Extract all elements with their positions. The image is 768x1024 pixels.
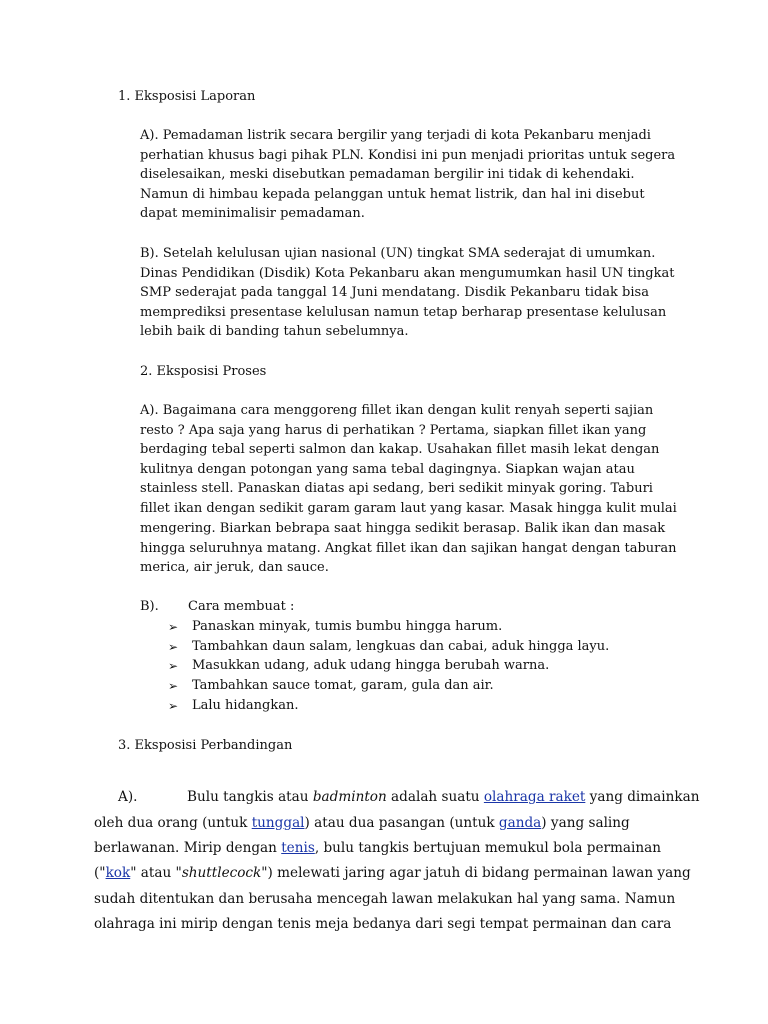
s2-a-line-6: fillet ikan dengan sedikit garam garam laut yang kasar. Masak hingga kulit mulai bbox=[140, 501, 677, 516]
arrow-bullet-icon: ➢ bbox=[168, 620, 179, 634]
s3-l1-text-3: yang dimainkan bbox=[585, 789, 700, 805]
s3-l1-text-2: adalah suatu bbox=[386, 789, 484, 805]
s3-l4-text-2: " atau " bbox=[130, 865, 182, 881]
section-3-heading: 3. Eksposisi Perbandingan bbox=[118, 738, 293, 753]
s2-b-label: B). bbox=[140, 599, 159, 614]
s3-line-6: olahraga ini mirip dengan tenis meja bedanya dari segi tempat permainan dan cara bbox=[94, 916, 672, 932]
s3-l3-text-2: , bulu tangkis bertujuan memukul bola permainan bbox=[314, 840, 661, 856]
s3-l2-text-1: oleh dua orang (untuk bbox=[94, 815, 252, 831]
s3-l2-text-3: ) yang saling bbox=[541, 815, 630, 831]
s3-line-5: sudah ditentukan dan berusaha mencegah lawan melakukan hal yang sama. Namun bbox=[94, 891, 676, 907]
s3-l1-italic: badminton bbox=[312, 789, 387, 805]
s3-line-2 bbox=[94, 814, 630, 832]
s3-line-3 bbox=[94, 839, 661, 857]
s3-l4-text-3: ") melewati jaring agar jatuh di bidang permainan lawan yang bbox=[261, 865, 691, 881]
arrow-bullet-icon: ➢ bbox=[168, 699, 179, 713]
s3-a-label: A). bbox=[118, 789, 138, 805]
s2-a-line-3: berdaging tebal seperti salmon dan kakap. Usahakan fillet masih lekat dengan bbox=[140, 442, 660, 457]
s3-line-1 bbox=[187, 788, 699, 806]
s1-a-line-3: diselesaikan, meski disebutkan pemadaman bergilir ini tidak di kehendaki. bbox=[140, 167, 635, 182]
s3-l4-italic: shuttlecock bbox=[181, 865, 262, 881]
bullet-item-1: Panaskan minyak, tumis bumbu hingga harum. bbox=[192, 619, 503, 634]
s1-b-line-1: B). Setelah kelulusan ujian nasional (UN) tingkat SMA sederajat di umumkan. bbox=[140, 246, 656, 261]
bullet-item-2: Tambahkan daun salam, lengkuas dan cabai, aduk hingga layu. bbox=[192, 639, 610, 654]
section-1-heading: 1. Eksposisi Laporan bbox=[118, 89, 256, 104]
s2-a-line-5: stainless stell. Panaskan diatas api sedang, beri sedikit minyak goring. Taburi bbox=[140, 481, 653, 496]
s1-a-line-5: dapat meminimalisir pemadaman. bbox=[140, 206, 365, 221]
arrow-bullet-icon: ➢ bbox=[168, 640, 179, 654]
s3-l3-text-1: berlawanan. Mirip dengan bbox=[94, 840, 282, 856]
s3-l1-text-1: Bulu tangkis atau bbox=[187, 789, 313, 805]
s1-b-line-5: lebih baik di banding tahun sebelumnya. bbox=[140, 324, 409, 339]
link-tenis[interactable]: tenis bbox=[281, 840, 315, 856]
s1-b-line-3: SMP sederajat pada tanggal 14 Juni mendatang. Disdik Pekanbaru tidak bisa bbox=[140, 285, 649, 300]
s1-a-line-4: Namun di himbau kepada pelanggan untuk hemat listrik, dan hal ini disebut bbox=[140, 187, 645, 202]
s1-b-line-2: Dinas Pendidikan (Disdik) Kota Pekanbaru akan mengumumkan hasil UN tingkat bbox=[140, 266, 675, 281]
s2-b-title: Cara membuat : bbox=[188, 599, 295, 614]
s1-a-line-2: perhatian khusus bagi pihak PLN. Kondisi ini pun menjadi prioritas untuk segera bbox=[140, 148, 676, 163]
s2-a-line-4: kulitnya dengan potongan yang sama tebal dagingnya. Siapkan wajan atau bbox=[140, 462, 635, 477]
link-tunggal[interactable]: tunggal bbox=[251, 815, 305, 831]
arrow-bullet-icon: ➢ bbox=[168, 659, 179, 673]
link-ganda[interactable]: ganda bbox=[498, 815, 542, 831]
link-olahraga-raket[interactable]: olahraga raket bbox=[483, 789, 586, 805]
s2-a-line-9: merica, air jeruk, dan sauce. bbox=[140, 560, 329, 575]
bullet-item-5: Lalu hidangkan. bbox=[192, 698, 299, 713]
arrow-bullet-icon: ➢ bbox=[168, 679, 179, 693]
s1-a-line-1: A). Pemadaman listrik secara bergilir yang terjadi di kota Pekanbaru menjadi bbox=[140, 128, 651, 143]
section-2-heading: 2. Eksposisi Proses bbox=[140, 364, 267, 379]
bullet-item-4: Tambahkan sauce tomat, garam, gula dan air. bbox=[192, 678, 494, 693]
s1-b-line-4: memprediksi presentase kelulusan namun tetap berharap presentase kelulusan bbox=[140, 305, 667, 320]
s2-a-line-2: resto ? Apa saja yang harus di perhatikan ? Pertama, siapkan fillet ikan yang bbox=[140, 423, 647, 438]
link-kok[interactable]: kok bbox=[105, 865, 131, 881]
s2-a-line-7: mengering. Biarkan bebrapa saat hingga sedikit berasap. Balik ikan dan masak bbox=[140, 521, 666, 536]
s3-l2-text-2: ) atau dua pasangan (untuk bbox=[304, 815, 499, 831]
s3-l4-text-1: (" bbox=[94, 865, 106, 881]
s2-a-line-1: A). Bagaimana cara menggoreng fillet ikan dengan kulit renyah seperti sajian bbox=[140, 403, 654, 418]
s3-line-4 bbox=[94, 864, 691, 882]
bullet-item-3: Masukkan udang, aduk udang hingga berubah warna. bbox=[192, 658, 550, 673]
s2-a-line-8: hingga seluruhnya matang. Angkat fillet ikan dan sajikan hangat dengan taburan bbox=[140, 541, 677, 556]
